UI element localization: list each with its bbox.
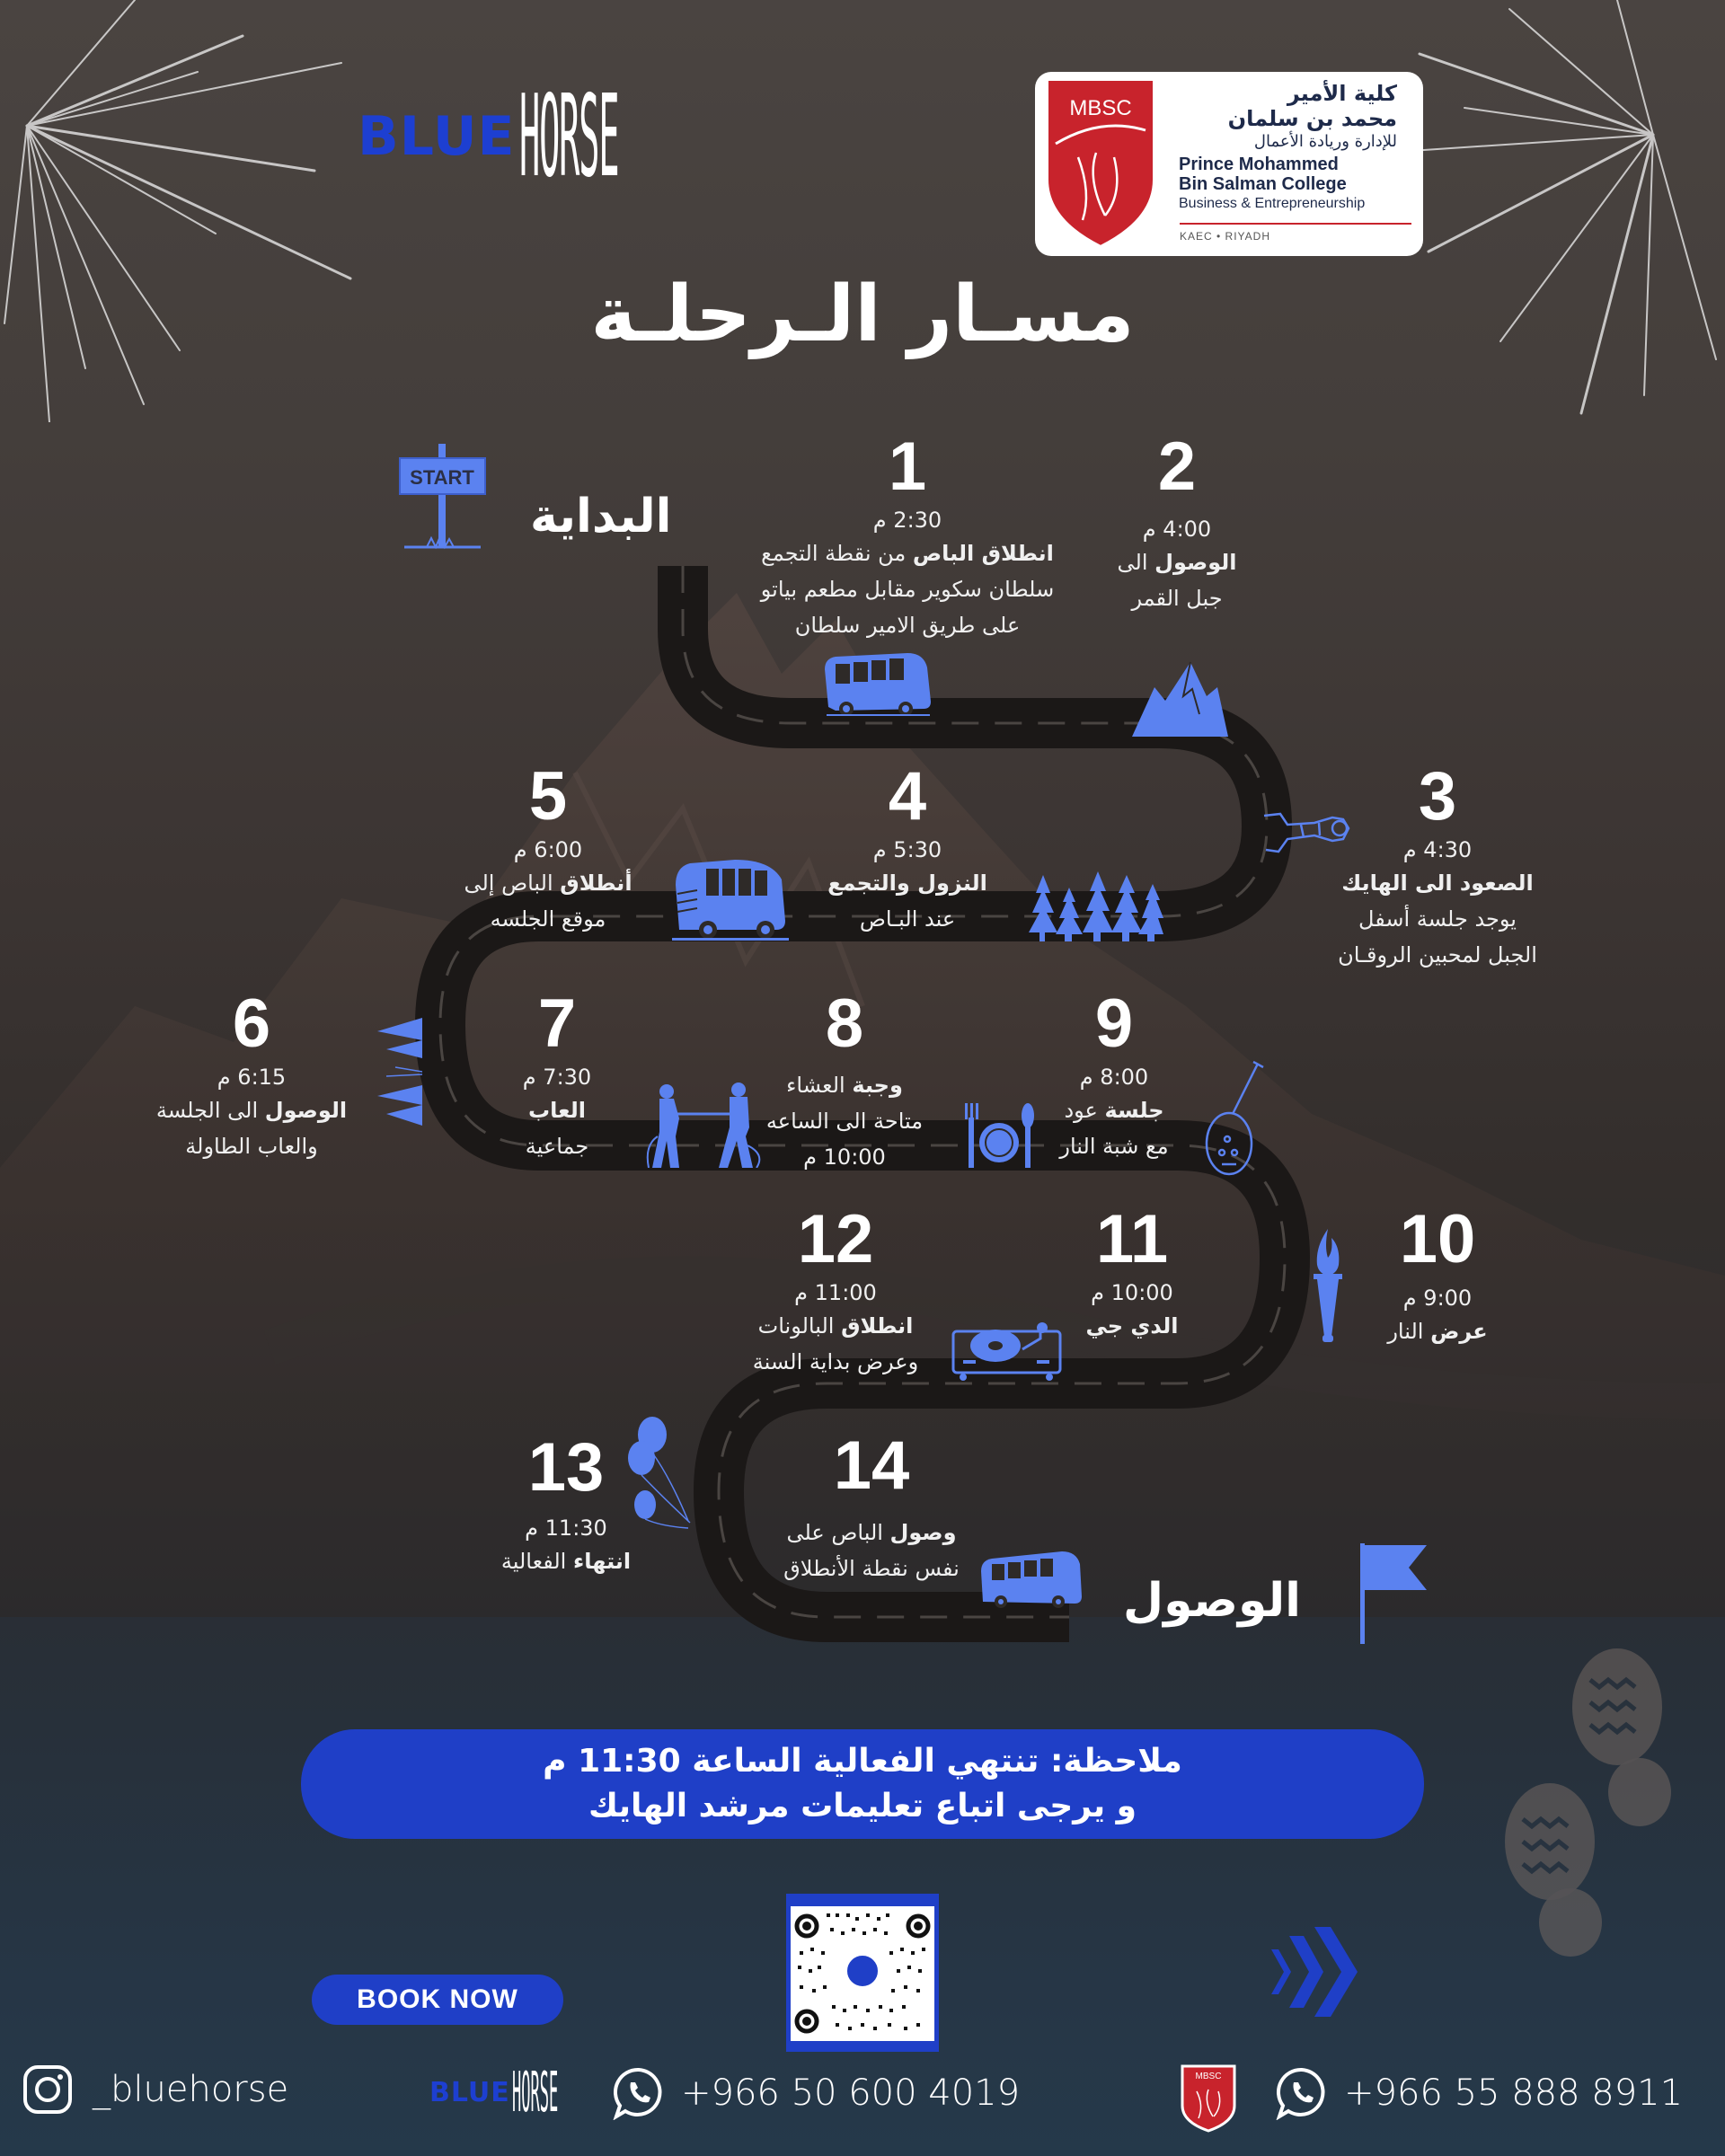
step-line: عند البـاص <box>859 906 956 932</box>
start-label: البداية <box>530 490 672 543</box>
whatsapp-icon <box>1276 2066 1328 2120</box>
route-step-6 <box>135 986 368 1164</box>
route-step-11 <box>1042 1202 1222 1344</box>
page-title: مسـار الـرحلـة <box>590 270 1135 359</box>
route-step-9 <box>1024 986 1204 1164</box>
mbsc-shield-icon <box>1038 72 1163 252</box>
bluehorse-logo-horse: HORSE <box>518 70 618 203</box>
bluehorse-phone: +966 50 600 4019 <box>681 2072 1021 2114</box>
bluehorse-logo <box>358 70 699 203</box>
step-line: وجبة العشاء <box>786 1073 903 1098</box>
step-line: موقع الجلسه <box>490 906 606 932</box>
route-step-1 <box>719 429 1096 643</box>
step-number: 12 <box>797 1201 874 1277</box>
step-line: 10:00 م <box>803 1144 886 1170</box>
forest-icon <box>359 1013 422 1130</box>
bus-icon <box>978 1550 1084 1609</box>
step-line: انطلاق البالونات <box>757 1313 914 1339</box>
qr-pattern-icon <box>791 1906 934 2041</box>
pine-trees-icon <box>1029 871 1163 941</box>
step-time: 9:00 م <box>1402 1286 1473 1311</box>
end-label: الوصول <box>1123 1574 1301 1628</box>
step-time: 5:30 م <box>872 837 942 862</box>
step-line: الصعود الى الهايك <box>1341 870 1534 896</box>
step-time: 6:15 م <box>217 1065 287 1090</box>
step-number: 10 <box>1399 1201 1476 1277</box>
route-step-14 <box>764 1428 979 1586</box>
step-time: 4:30 م <box>1402 837 1473 862</box>
step-number: 1 <box>888 429 927 505</box>
mbsc-mini-logo <box>1179 2063 1238 2133</box>
whatsapp-icon <box>613 2066 665 2120</box>
step-number: 3 <box>1418 758 1457 835</box>
step-line: مع شبة النار <box>1059 1134 1169 1159</box>
mbsc-phone: +966 55 888 8911 <box>1344 2072 1684 2114</box>
route-step-2 <box>1069 429 1285 616</box>
step-time: 10:00 م <box>1091 1280 1173 1305</box>
step-line: متاحة الى الساعه <box>765 1109 924 1134</box>
step-line: الجبل لمحبين الروقـان <box>1338 942 1537 968</box>
step-number: 9 <box>1094 985 1134 1062</box>
step-line: انطلاق الباص من نقطة التجمع <box>761 541 1054 566</box>
step-line: نفس نقطة الأنطلاق <box>783 1556 960 1581</box>
step-time: 6:00 م <box>513 837 583 862</box>
step-time: 4:00 م <box>1142 517 1212 542</box>
step-time: 11:30 م <box>525 1515 607 1541</box>
route-step-10 <box>1357 1202 1518 1349</box>
step-line: يوجد جلسة أسفل <box>1358 906 1517 932</box>
mbsc-arabic-name: كلية الأمير محمد بن سلمان للإدارة وريادة الأعمال <box>1227 81 1397 151</box>
step-time: 2:30 م <box>872 508 942 533</box>
step-line: جبل القمر <box>1131 586 1223 611</box>
mbsc-whatsapp-contact[interactable] <box>1276 2066 1683 2120</box>
mbsc-english-name: Prince Mohammed Bin Salman College Business & Entrepreneurship <box>1179 155 1366 211</box>
svg-text:MBSC: MBSC <box>1195 2072 1222 2081</box>
finish-flag-icon <box>1357 1543 1429 1644</box>
route-step-12 <box>719 1202 952 1380</box>
climber-icon <box>1261 807 1355 859</box>
mbsc-divider <box>1180 223 1411 225</box>
step-number: 8 <box>825 985 864 1062</box>
bus-icon <box>672 858 789 941</box>
step-number: 11 <box>1095 1201 1169 1277</box>
step-line: وصول الباص على <box>786 1520 957 1545</box>
step-line: سلطان سكوير مقابل مطعم بياتو <box>760 577 1055 602</box>
step-number: 7 <box>537 985 577 1062</box>
mountain-icon <box>1128 660 1231 737</box>
route-step-4 <box>791 759 1024 937</box>
balloons-icon <box>625 1415 706 1532</box>
svg-text:MBSC: MBSC <box>1069 96 1132 120</box>
step-line: والعاب الطاولة <box>185 1134 318 1159</box>
step-line: جلسة عود <box>1064 1098 1164 1123</box>
instagram-icon <box>22 2064 73 2115</box>
step-line: على طريق الامير سلطان <box>794 613 1021 638</box>
footprints-decoration <box>1473 1617 1725 2012</box>
step-line: النزول والتجمع <box>827 870 987 896</box>
route-step-7 <box>485 986 629 1164</box>
step-line: أنطلاق الباص إلى <box>464 870 632 896</box>
route-step-5 <box>431 759 665 937</box>
qr-code[interactable] <box>786 1894 939 2052</box>
turntable-icon <box>951 1321 1063 1382</box>
chevrons-right-icon <box>1271 1927 1361 2017</box>
step-line: وعرض بداية السنة <box>752 1349 919 1374</box>
step-number: 2 <box>1157 429 1197 505</box>
bluehorse-logo-blue: BLUE <box>358 105 516 168</box>
step-time: 11:00 م <box>794 1280 877 1305</box>
start-sign-icon <box>395 442 490 550</box>
note-line-2: و يرجى اتباع تعليمات مرشد الهايك <box>588 1788 1137 1825</box>
bluehorse-mini-logo: BLUE HORSE <box>429 2061 558 2125</box>
step-number: 5 <box>528 758 568 835</box>
step-number: 4 <box>888 758 927 835</box>
step-line: عرض النار <box>1387 1319 1488 1344</box>
svg-text:START: START <box>410 466 474 489</box>
step-time: 7:30 م <box>522 1065 592 1090</box>
bluehorse-whatsapp-contact[interactable] <box>613 2066 1020 2120</box>
instagram-contact[interactable] <box>22 2064 288 2115</box>
torch-icon <box>1312 1229 1344 1344</box>
route-step-8 <box>737 986 952 1175</box>
note-banner <box>301 1729 1424 1839</box>
step-line: الدي جي <box>1085 1313 1179 1339</box>
bus-icon <box>818 651 934 716</box>
route-step-3 <box>1303 759 1572 973</box>
step-line: الوصول الى <box>1117 550 1237 575</box>
oud-icon <box>1204 1058 1269 1177</box>
step-time: 8:00 م <box>1079 1065 1149 1090</box>
step-number: 13 <box>527 1429 605 1506</box>
step-line: الوصول الى الجلسة <box>155 1098 348 1123</box>
step-line: جماعية <box>525 1134 589 1159</box>
note-line-1: ملاحظة: تنتهي الفعالية الساعة 11:30 م <box>543 1743 1182 1780</box>
firework-left-decoration <box>0 0 413 422</box>
step-line: العاب <box>528 1098 586 1123</box>
step-number: 6 <box>232 985 271 1062</box>
step-line: انتهاء الفعالية <box>500 1549 632 1574</box>
instagram-handle: _bluehorse <box>93 2069 289 2110</box>
step-number: 14 <box>833 1427 910 1504</box>
book-now-button[interactable]: BOOK NOW <box>312 1975 563 2025</box>
mbsc-locations: KAEC • RIYADH <box>1180 230 1270 243</box>
